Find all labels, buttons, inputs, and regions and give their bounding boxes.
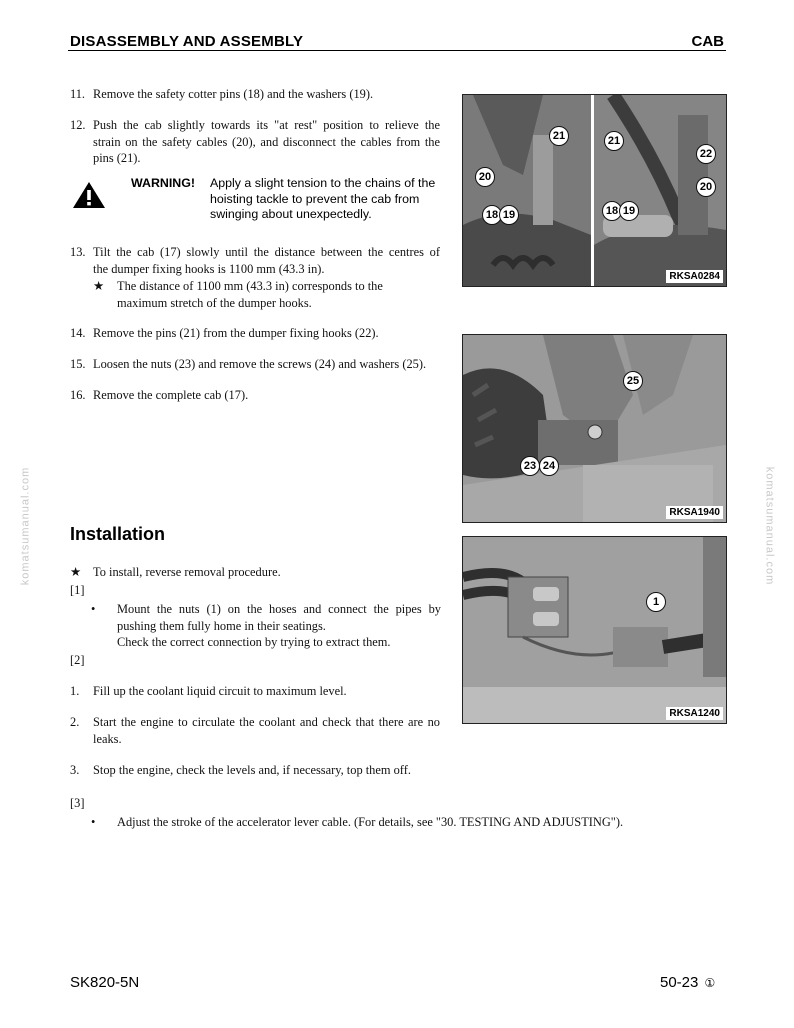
callout-1: 1 [646,592,666,612]
callout-18: 18 [482,205,502,225]
warning-line: Apply a slight tension to the chains of the [210,176,436,190]
step-13 [70,244,442,278]
install-step-1 [70,683,442,700]
revision-mark: ① [704,976,716,990]
bullet-line: Check the correct connection by trying to extract them. [117,635,391,649]
callout-23: 23 [520,456,540,476]
warning-triangle-icon [72,181,106,209]
step-text: Fill up the coolant liquid circuit to maximum level. [93,684,347,698]
bullet-icon: • [91,602,96,616]
step-text-line: strain on the safety cables (20), and disconnect the cables from the [93,134,440,149]
callout-19: 19 [619,201,639,221]
step-number: 3. [70,763,80,777]
figure-rksa1240 [462,536,727,724]
step-text-line: Push the cab slightly towards its "at rest" position to relieve the [93,118,440,132]
callout-18: 18 [602,201,622,221]
step-number: 15. [70,357,86,371]
callout-19: 19 [499,205,519,225]
figure-rksa1940 [462,334,727,523]
model-number: SK820-5N [70,974,140,991]
step-12 [70,117,442,167]
bullet-3 [91,814,691,831]
bullet-line: Mount the nuts (1) on the hoses and connect the pipes by [117,602,441,616]
section-title: DISASSEMBLY AND ASSEMBLY [70,33,304,50]
installation-heading: Installation [70,524,166,544]
figure-caption: RKSA0284 [666,270,723,283]
step-text: Remove the safety cotter pins (18) and the washers (19). [93,87,374,101]
step-text-line: Tilt the cab (17) slowly until the distance between the centres of [93,245,440,259]
step-11 [70,86,440,103]
watermark-right: komatsumanual.com [763,466,776,586]
ref-1: [1] [70,583,85,597]
watermark-left: komatsumanual.com [19,466,32,586]
step-text: Remove the complete cab (17). [93,388,249,402]
figure-rksa0284 [462,94,727,287]
step-text: Remove the pins (21) from the dumper fixing hooks (22). [93,326,379,340]
step-14 [70,325,442,342]
step-number: 16. [70,388,86,402]
callout-21: 21 [604,131,624,151]
callout-24: 24 [539,456,559,476]
step-number: 2. [70,715,80,729]
step-number: 13. [70,245,86,259]
step-number: 11. [70,87,86,101]
callout-20: 20 [696,177,716,197]
warning-text [210,176,435,223]
install-step-3 [70,762,442,779]
step-text: Loosen the nuts (23) and remove the screws (24) and washers (25). [93,357,427,371]
bullet-text: Adjust the stroke of the accelerator lever cable. (For details, see "30. TESTING AND ADJUSTING"). [117,815,624,829]
step-text: Stop the engine, check the levels and, if necessary, top them off. [93,763,411,777]
figure-caption: RKSA1940 [666,506,723,519]
step-text-line: Start the engine to circulate the coolant and check that there are no [93,715,440,729]
star-icon: ★ [70,565,82,579]
step-number: 1. [70,684,80,698]
step-text-line: leaks. [93,731,122,746]
intro-text: To install, reverse removal procedure. [93,565,281,579]
figure-caption: RKSA1240 [666,707,723,720]
step-15 [70,356,442,373]
bullet-line: pushing them fully home in their seatings. [117,618,326,633]
step-number: 12. [70,118,86,132]
step-text-line: the dumper fixing hooks is 1100 mm (43.3 in). [93,261,325,276]
callout-25: 25 [623,371,643,391]
page-label: 50-23 [660,974,699,991]
warning-label: WARNING! [131,176,196,190]
step-number: 14. [70,326,86,340]
star-icon: ★ [93,279,105,293]
page-number [660,974,715,991]
warning-line: swinging about unexpectedly. [210,207,372,221]
ref-2: [2] [70,653,85,667]
ref-3: [3] [70,796,85,810]
note-line: maximum stretch of the dumper hooks. [117,295,312,310]
header-rule [68,50,726,51]
warning-line: hoisting tackle to prevent the cab from [210,191,420,206]
step-text-line: pins (21). [93,151,141,165]
note-line: The distance of 1100 mm (43.3 in) corresponds to the [117,279,383,293]
callout-21: 21 [549,126,569,146]
install-step-2 [70,714,442,748]
callout-22: 22 [696,144,716,164]
callout-20: 20 [475,167,495,187]
bullet-icon: • [91,815,96,829]
component-title: CAB [691,33,724,50]
step-16 [70,387,442,404]
bullet-1 [91,601,441,651]
